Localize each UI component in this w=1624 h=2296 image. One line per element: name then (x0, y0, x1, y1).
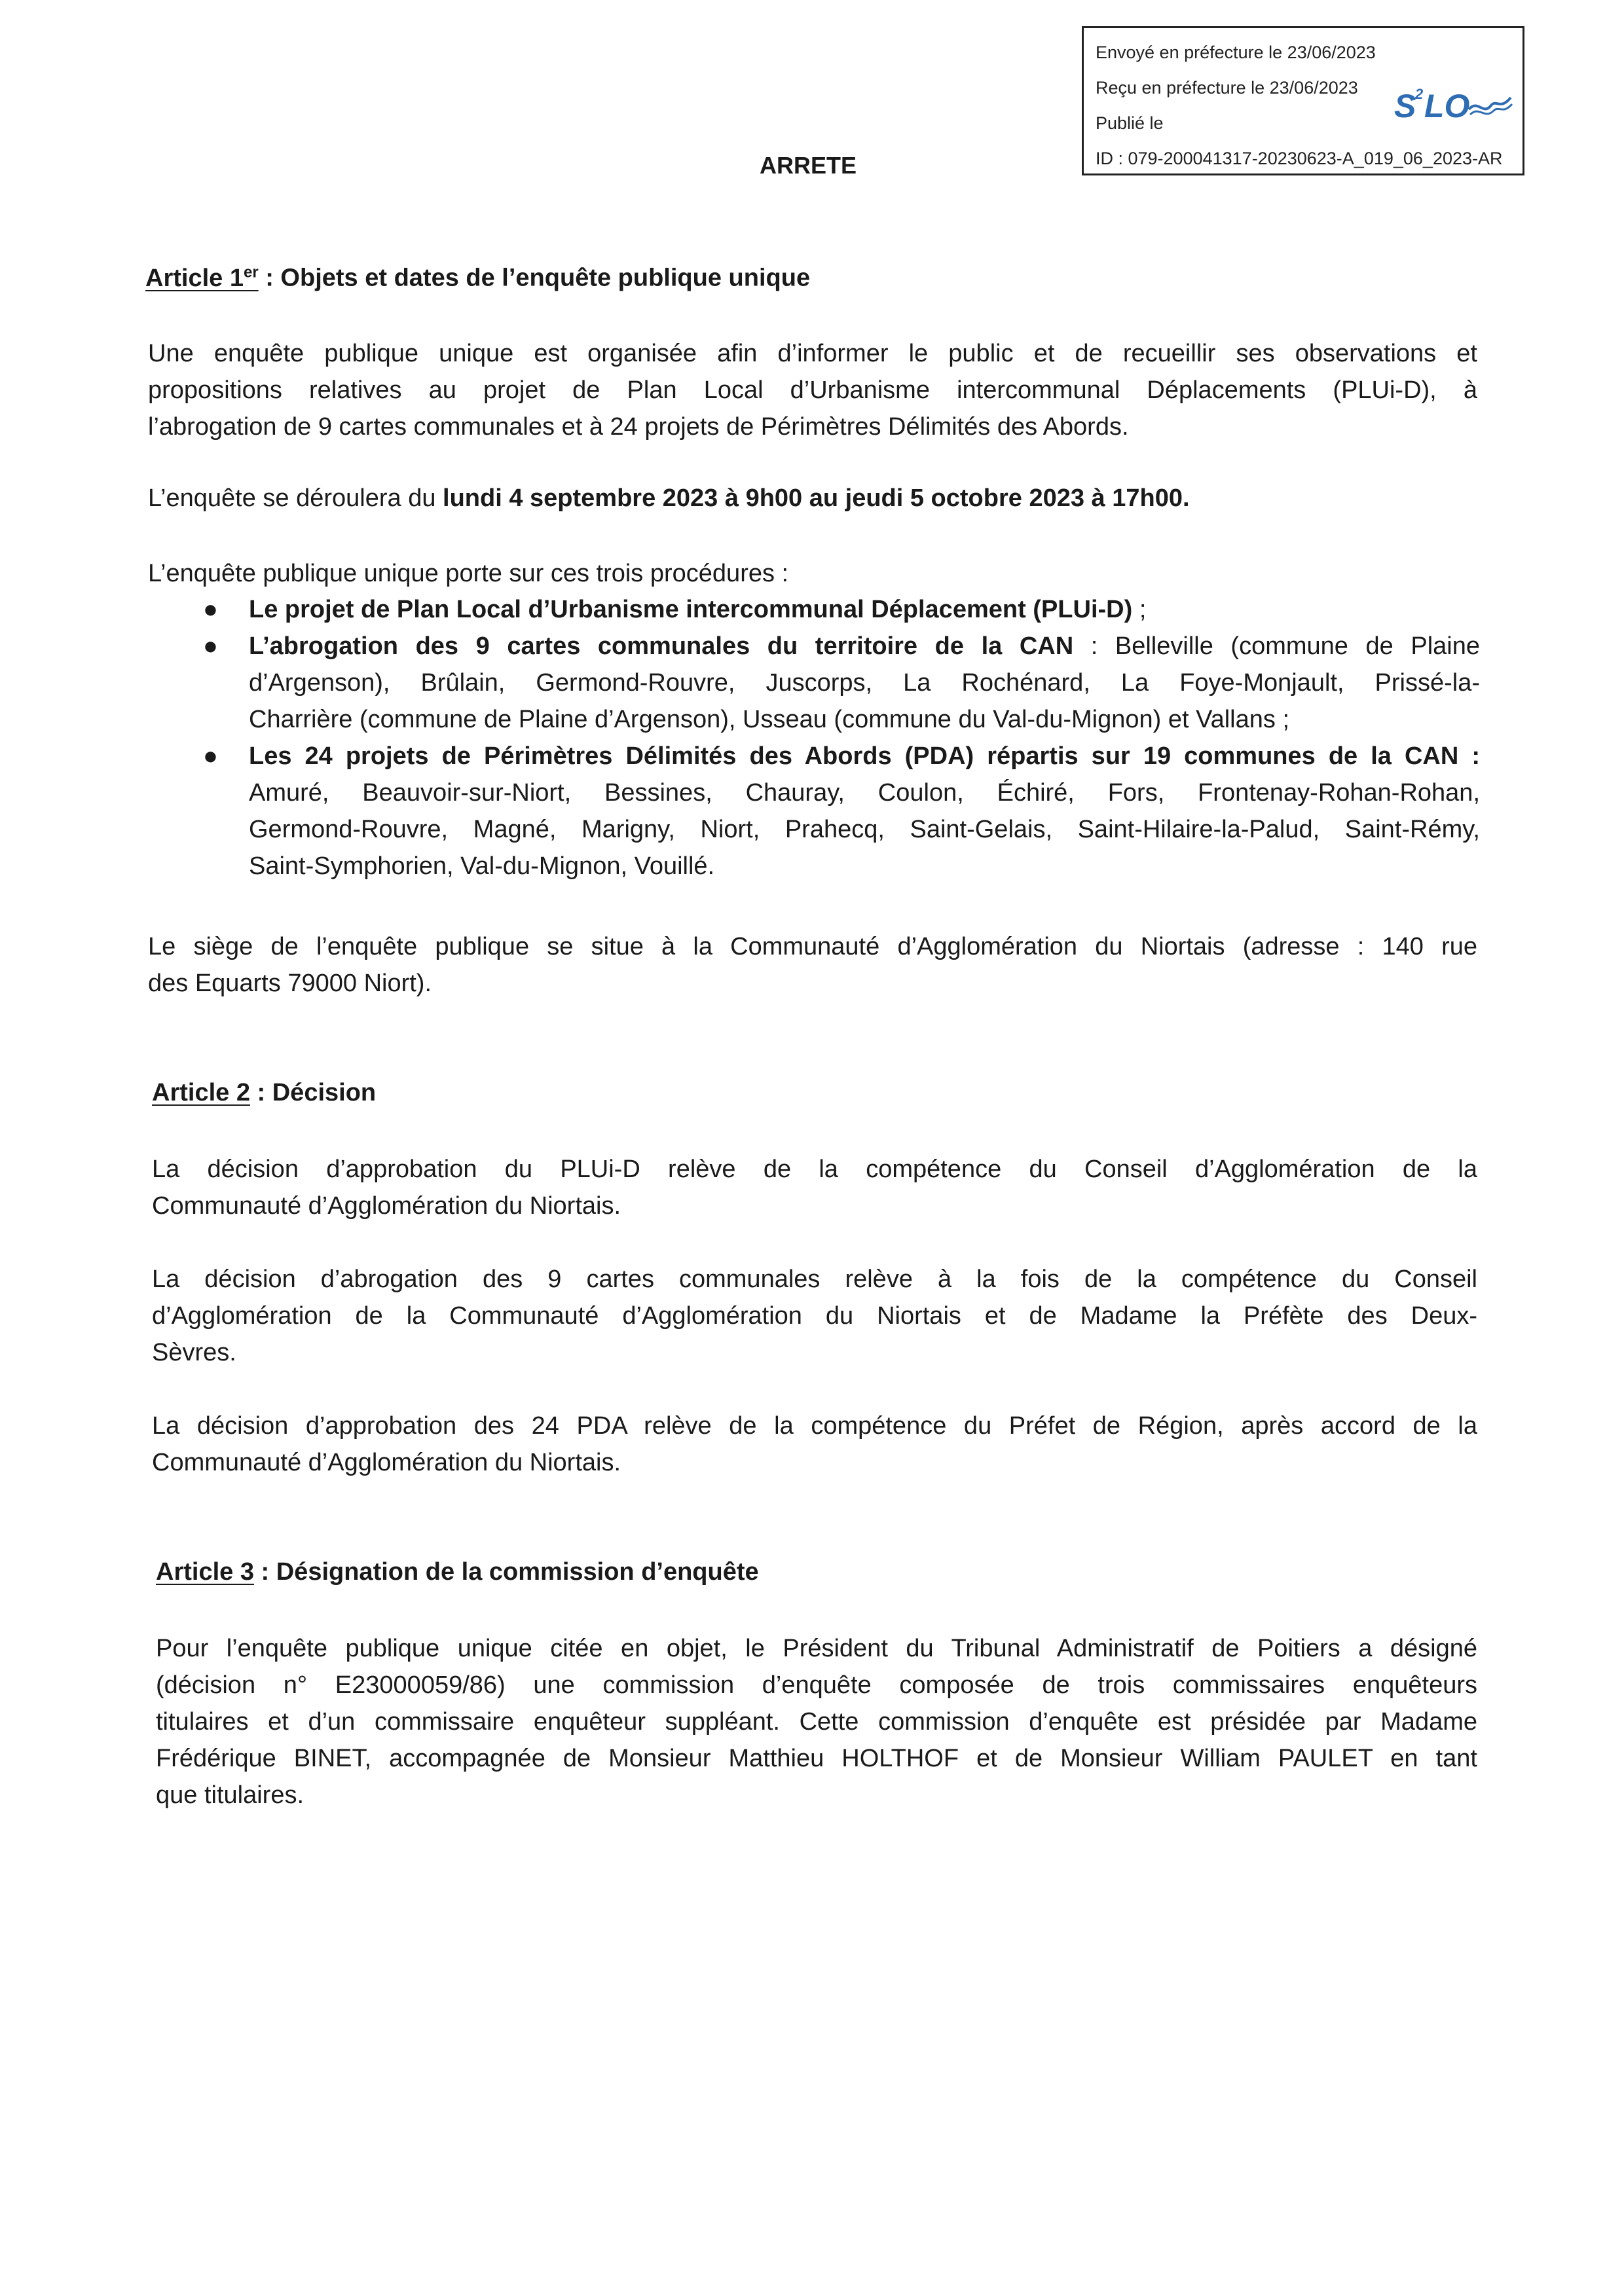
text-line: propositions relatives au projet de Plan Local d’Urbanisme intercommunal Déplacements (PLUi-D), à (148, 376, 1477, 404)
text-line: Frédérique BINET, accompagnée de Monsieur Matthieu HOLTHOF et de Monsieur William PAULET en tant (156, 1745, 1477, 1772)
article1-para1 (148, 335, 1477, 445)
text-line: des Equarts 79000 Niort). (148, 970, 432, 997)
bullet-text: ; (1132, 596, 1147, 623)
bullet-icon: ● (203, 632, 218, 660)
text-line: (décision n° E23000059/86) une commission d’enquête composée de trois commissaires enquêteurs (156, 1671, 1477, 1699)
text-line: La décision d’approbation des 24 PDA relève de la compétence du Préfet de Région, après accord de la (152, 1412, 1477, 1440)
article1-title: : Objets et dates de l’enquête publique unique (258, 264, 811, 292)
article3-heading (156, 1558, 759, 1586)
article2-para2 (152, 1261, 1477, 1371)
text-line: d’Agglomération de la Communauté d’Agglomération du Niortais et de Madame la Préfète des Deux- (152, 1302, 1477, 1330)
svg-text:2: 2 (1415, 86, 1424, 102)
article1-sup: er (243, 263, 259, 281)
page-title: ARRETE (760, 152, 857, 179)
list-item (196, 591, 1480, 628)
bullet-bold: L’abrogation des 9 cartes communales du territoire de la CAN (249, 632, 1074, 660)
article2-para3 (152, 1408, 1477, 1481)
text-line: Une enquête publique unique est organisée afin d’informer le public et de recueillir ses observations et (148, 340, 1477, 367)
svg-text:S: S (1394, 88, 1416, 124)
bullet-text: d’Argenson), Brûlain, Germond-Rouvre, Juscorps, La Rochénard, La Foye-Monjault, Prissé-la- (249, 669, 1480, 697)
article2-label: Article 2 (152, 1079, 250, 1106)
svg-text:LO: LO (1424, 88, 1470, 124)
article1-heading (145, 263, 810, 293)
dates-intro: L’enquête se déroulera du (148, 484, 443, 512)
stamp-received: Reçu en préfecture le 23/06/2023 (1096, 78, 1358, 98)
article2-heading (152, 1079, 376, 1107)
bullet-text: Saint-Symphorien, Val-du-Mignon, Vouillé. (249, 852, 715, 880)
text-line: Le siège de l’enquête publique se situe à la Communauté d’Agglomération du Niortais (adresse : 140 rue (148, 933, 1477, 960)
article1-seat (148, 928, 1477, 1002)
bullet-text: : Belleville (commune de Plaine (1073, 632, 1480, 660)
text-line: La décision d’abrogation des 9 cartes communales relève à la fois de la compétence du Conseil (152, 1266, 1477, 1293)
text-line: titulaires et d’un commissaire enquêteur suppléant. Cette commission d’enquête est présidée par Madame (156, 1708, 1477, 1736)
text-line: l’abrogation de 9 cartes communales et à 24 projets de Périmètres Délimités des Abords. (148, 413, 1129, 441)
stamp-published: Publié le (1096, 113, 1164, 133)
article3-para1 (156, 1630, 1477, 1813)
article1-procedures-intro: L’enquête publique unique porte sur ces trois procédures : (148, 560, 789, 587)
s2lo-logo-icon (1392, 79, 1516, 132)
article1-label: Article 1 (145, 264, 244, 292)
article2-title: : Décision (249, 1079, 377, 1106)
bullet-text: Germond-Rouvre, Magné, Marigny, Niort, Prahecq, Saint-Gelais, Saint-Hilaire-la-Palud, Saint-Rémy, (249, 816, 1480, 843)
text-line: que titulaires. (156, 1781, 304, 1809)
article1-dates (148, 480, 1477, 517)
bullet-icon: ● (203, 742, 218, 770)
article2-para1 (152, 1151, 1477, 1224)
bullet-text: Charrière (commune de Plaine d’Argenson), Usseau (commune du Val-du-Mignon) et Vallans ; (249, 706, 1290, 733)
bullet-text: Amuré, Beauvoir-sur-Niort, Bessines, Chauray, Coulon, Échiré, Fors, Frontenay-Rohan-Rohan, (249, 779, 1480, 807)
dates-bold: lundi 4 septembre 2023 à 9h00 au jeudi 5 octobre 2023 à 17h00. (443, 484, 1190, 512)
article3-label: Article 3 (156, 1558, 254, 1586)
text-line: Communauté d’Agglomération du Niortais. (152, 1192, 621, 1220)
article3-title: : Désignation de la commission d’enquête (253, 1558, 759, 1586)
list-item (196, 628, 1480, 738)
text-line: La décision d’approbation du PLUi-D relève de la compétence du Conseil d’Agglomération de la (152, 1156, 1477, 1183)
bullet-bold: Le projet de Plan Local d’Urbanisme intercommunal Déplacement (PLUi-D) (249, 596, 1133, 623)
text-line: Communauté d’Agglomération du Niortais. (152, 1449, 621, 1476)
text-line: Sèvres. (152, 1339, 236, 1366)
stamp-id: ID : 079-200041317-20230623-A_019_06_2023-AR (1096, 149, 1503, 168)
prefecture-stamp (1082, 26, 1524, 175)
procedures-list (196, 591, 1480, 884)
list-item (196, 738, 1480, 884)
bullet-icon: ● (203, 596, 218, 623)
bullet-bold: Les 24 projets de Périmètres Délimités des Abords (PDA) répartis sur 19 communes de la CAN : (249, 742, 1480, 770)
stamp-sent: Envoyé en préfecture le 23/06/2023 (1096, 43, 1376, 62)
text-line: Pour l’enquête publique unique citée en objet, le Président du Tribunal Administratif de Poitiers a désigné (156, 1635, 1477, 1662)
